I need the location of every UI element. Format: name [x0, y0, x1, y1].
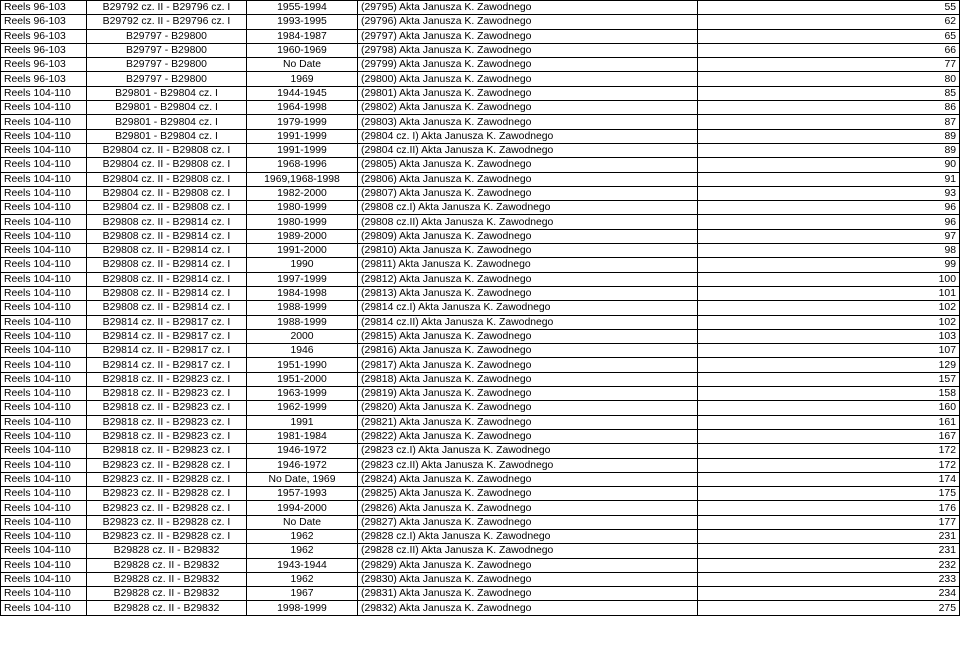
page-number-cell: 93 — [698, 186, 960, 200]
box-range-cell: B29814 cz. II - B29817 cz. I — [87, 344, 247, 358]
page-number-cell: 85 — [698, 86, 960, 100]
page-number-cell: 98 — [698, 244, 960, 258]
box-range-cell: B29808 cz. II - B29814 cz. I — [87, 215, 247, 229]
box-range-cell: B29818 cz. II - B29823 cz. I — [87, 444, 247, 458]
box-range-cell: B29808 cz. II - B29814 cz. I — [87, 286, 247, 300]
folder-description-cell: (29817) Akta Janusza K. Zawodnego — [358, 358, 698, 372]
folder-description-cell: (29823 cz.I) Akta Janusza K. Zawodnego — [358, 444, 698, 458]
table-row — [1, 387, 960, 401]
date-range-cell: 1963-1999 — [247, 387, 358, 401]
table-row — [1, 215, 960, 229]
page-number-cell: 87 — [698, 115, 960, 129]
date-range-cell: 1957-1993 — [247, 487, 358, 501]
page-number-cell: 231 — [698, 529, 960, 543]
box-range-cell: B29804 cz. II - B29808 cz. I — [87, 186, 247, 200]
folder-description-cell: (29808 cz.II) Akta Janusza K. Zawodnego — [358, 215, 698, 229]
date-range-cell: 1979-1999 — [247, 115, 358, 129]
page-number-cell: 175 — [698, 487, 960, 501]
reel-cell: Reels 104-110 — [1, 301, 87, 315]
page-number-cell: 96 — [698, 215, 960, 229]
reel-cell: Reels 96-103 — [1, 72, 87, 86]
folder-description-cell: (29816) Akta Janusza K. Zawodnego — [358, 344, 698, 358]
date-range-cell: 1984-1987 — [247, 29, 358, 43]
box-range-cell: B29818 cz. II - B29823 cz. I — [87, 401, 247, 415]
box-range-cell: B29814 cz. II - B29817 cz. I — [87, 329, 247, 343]
page-number-cell: 100 — [698, 272, 960, 286]
folder-description-cell: (29814 cz.II) Akta Janusza K. Zawodnego — [358, 315, 698, 329]
reel-cell: Reels 104-110 — [1, 372, 87, 386]
folder-description-cell: (29829) Akta Janusza K. Zawodnego — [358, 558, 698, 572]
table-row — [1, 86, 960, 100]
folder-description-cell: (29796) Akta Janusza K. Zawodnego — [358, 15, 698, 29]
page-number-cell: 177 — [698, 515, 960, 529]
reel-cell: Reels 104-110 — [1, 86, 87, 100]
table-row — [1, 444, 960, 458]
box-range-cell: B29818 cz. II - B29823 cz. I — [87, 415, 247, 429]
folder-description-cell: (29826) Akta Janusza K. Zawodnego — [358, 501, 698, 515]
table-row — [1, 172, 960, 186]
reel-cell: Reels 104-110 — [1, 229, 87, 243]
date-range-cell: 1984-1998 — [247, 286, 358, 300]
page-number-cell: 275 — [698, 601, 960, 615]
reel-cell: Reels 104-110 — [1, 601, 87, 615]
box-range-cell: B29804 cz. II - B29808 cz. I — [87, 201, 247, 215]
date-range-cell: 1997-1999 — [247, 272, 358, 286]
date-range-cell: 1946-1972 — [247, 444, 358, 458]
folder-description-cell: (29802) Akta Janusza K. Zawodnego — [358, 101, 698, 115]
box-range-cell: B29797 - B29800 — [87, 43, 247, 57]
box-range-cell: B29823 cz. II - B29828 cz. I — [87, 529, 247, 543]
page-number-cell: 62 — [698, 15, 960, 29]
reel-cell: Reels 104-110 — [1, 244, 87, 258]
date-range-cell: 1969,1968-1998 — [247, 172, 358, 186]
date-range-cell: 1962-1999 — [247, 401, 358, 415]
folder-description-cell: (29823 cz.II) Akta Janusza K. Zawodnego — [358, 458, 698, 472]
table-row — [1, 458, 960, 472]
page-number-cell: 234 — [698, 587, 960, 601]
date-range-cell: 1993-1995 — [247, 15, 358, 29]
date-range-cell: 1988-1999 — [247, 315, 358, 329]
date-range-cell: 1991-1999 — [247, 129, 358, 143]
folder-description-cell: (29824) Akta Janusza K. Zawodnego — [358, 472, 698, 486]
table-row — [1, 29, 960, 43]
table-row — [1, 329, 960, 343]
reel-cell: Reels 104-110 — [1, 487, 87, 501]
date-range-cell: 1998-1999 — [247, 601, 358, 615]
box-range-cell: B29792 cz. II - B29796 cz. I — [87, 15, 247, 29]
page-number-cell: 101 — [698, 286, 960, 300]
reel-cell: Reels 104-110 — [1, 558, 87, 572]
date-range-cell: 1991-2000 — [247, 244, 358, 258]
table-row — [1, 272, 960, 286]
folder-description-cell: (29819) Akta Janusza K. Zawodnego — [358, 387, 698, 401]
table-row — [1, 1, 960, 15]
folder-description-cell: (29803) Akta Janusza K. Zawodnego — [358, 115, 698, 129]
date-range-cell: 1968-1996 — [247, 158, 358, 172]
date-range-cell: 1990 — [247, 258, 358, 272]
reel-cell: Reels 104-110 — [1, 258, 87, 272]
folder-description-cell: (29806) Akta Janusza K. Zawodnego — [358, 172, 698, 186]
page-number-cell: 161 — [698, 415, 960, 429]
box-range-cell: B29814 cz. II - B29817 cz. I — [87, 358, 247, 372]
folder-description-cell: (29827) Akta Janusza K. Zawodnego — [358, 515, 698, 529]
table-row — [1, 587, 960, 601]
table-row — [1, 258, 960, 272]
date-range-cell: 1946 — [247, 344, 358, 358]
reel-cell: Reels 104-110 — [1, 215, 87, 229]
page-number-cell: 102 — [698, 315, 960, 329]
reel-cell: Reels 104-110 — [1, 544, 87, 558]
reel-cell: Reels 104-110 — [1, 143, 87, 157]
date-range-cell: 1962 — [247, 544, 358, 558]
page-number-cell: 80 — [698, 72, 960, 86]
folder-description-cell: (29828 cz.I) Akta Janusza K. Zawodnego — [358, 529, 698, 543]
folder-description-cell: (29832) Akta Janusza K. Zawodnego — [358, 601, 698, 615]
date-range-cell: 1989-2000 — [247, 229, 358, 243]
page-number-cell: 129 — [698, 358, 960, 372]
page-number-cell: 97 — [698, 229, 960, 243]
date-range-cell: 1951-2000 — [247, 372, 358, 386]
reel-cell: Reels 104-110 — [1, 415, 87, 429]
table-row — [1, 344, 960, 358]
folder-description-cell: (29831) Akta Janusza K. Zawodnego — [358, 587, 698, 601]
table-body — [1, 1, 960, 616]
reel-cell: Reels 104-110 — [1, 186, 87, 200]
page-number-cell: 167 — [698, 429, 960, 443]
page-number-cell: 102 — [698, 301, 960, 315]
date-range-cell: 1946-1972 — [247, 458, 358, 472]
date-range-cell: 1962 — [247, 572, 358, 586]
table-row — [1, 15, 960, 29]
folder-description-cell: (29804 cz. I) Akta Janusza K. Zawodnego — [358, 129, 698, 143]
table-row — [1, 115, 960, 129]
page-number-cell: 96 — [698, 201, 960, 215]
box-range-cell: B29808 cz. II - B29814 cz. I — [87, 229, 247, 243]
reel-cell: Reels 104-110 — [1, 315, 87, 329]
reel-cell: Reels 104-110 — [1, 358, 87, 372]
box-range-cell: B29804 cz. II - B29808 cz. I — [87, 172, 247, 186]
reel-cell: Reels 104-110 — [1, 458, 87, 472]
folder-description-cell: (29810) Akta Janusza K. Zawodnego — [358, 244, 698, 258]
table-row — [1, 472, 960, 486]
box-range-cell: B29818 cz. II - B29823 cz. I — [87, 387, 247, 401]
box-range-cell: B29801 - B29804 cz. I — [87, 115, 247, 129]
page-number-cell: 158 — [698, 387, 960, 401]
folder-description-cell: (29822) Akta Janusza K. Zawodnego — [358, 429, 698, 443]
folder-description-cell: (29825) Akta Janusza K. Zawodnego — [358, 487, 698, 501]
reel-cell: Reels 104-110 — [1, 572, 87, 586]
folder-description-cell: (29820) Akta Janusza K. Zawodnego — [358, 401, 698, 415]
reel-cell: Reels 104-110 — [1, 129, 87, 143]
page-number-cell: 89 — [698, 143, 960, 157]
reel-cell: Reels 96-103 — [1, 15, 87, 29]
page-number-cell: 89 — [698, 129, 960, 143]
date-range-cell: 1980-1999 — [247, 215, 358, 229]
box-range-cell: B29828 cz. II - B29832 — [87, 544, 247, 558]
date-range-cell: 2000 — [247, 329, 358, 343]
reel-cell: Reels 104-110 — [1, 515, 87, 529]
table-row — [1, 572, 960, 586]
box-range-cell: B29823 cz. II - B29828 cz. I — [87, 458, 247, 472]
date-range-cell: No Date, 1969 — [247, 472, 358, 486]
box-range-cell: B29823 cz. II - B29828 cz. I — [87, 501, 247, 515]
box-range-cell: B29797 - B29800 — [87, 29, 247, 43]
box-range-cell: B29808 cz. II - B29814 cz. I — [87, 272, 247, 286]
folder-description-cell: (29818) Akta Janusza K. Zawodnego — [358, 372, 698, 386]
date-range-cell: 1955-1994 — [247, 1, 358, 15]
folder-description-cell: (29799) Akta Janusza K. Zawodnego — [358, 58, 698, 72]
table-row — [1, 186, 960, 200]
date-range-cell: 1994-2000 — [247, 501, 358, 515]
table-row — [1, 43, 960, 57]
date-range-cell: 1991 — [247, 415, 358, 429]
table-row — [1, 201, 960, 215]
table-row — [1, 558, 960, 572]
folder-description-cell: (29813) Akta Janusza K. Zawodnego — [358, 286, 698, 300]
table-row — [1, 372, 960, 386]
reel-cell: Reels 104-110 — [1, 101, 87, 115]
reel-cell: Reels 104-110 — [1, 272, 87, 286]
table-row — [1, 515, 960, 529]
table-row — [1, 544, 960, 558]
box-range-cell: B29818 cz. II - B29823 cz. I — [87, 429, 247, 443]
folder-description-cell: (29804 cz.II) Akta Janusza K. Zawodnego — [358, 143, 698, 157]
box-range-cell: B29823 cz. II - B29828 cz. I — [87, 515, 247, 529]
date-range-cell: 1964-1998 — [247, 101, 358, 115]
reel-cell: Reels 104-110 — [1, 472, 87, 486]
table-row — [1, 244, 960, 258]
page-number-cell: 55 — [698, 1, 960, 15]
folder-description-cell: (29795) Akta Janusza K. Zawodnego — [358, 1, 698, 15]
table-row — [1, 501, 960, 515]
reel-cell: Reels 104-110 — [1, 286, 87, 300]
page-number-cell: 65 — [698, 29, 960, 43]
folder-description-cell: (29828 cz.II) Akta Janusza K. Zawodnego — [358, 544, 698, 558]
reel-cell: Reels 104-110 — [1, 172, 87, 186]
date-range-cell: 1981-1984 — [247, 429, 358, 443]
box-range-cell: B29828 cz. II - B29832 — [87, 558, 247, 572]
page-number-cell: 176 — [698, 501, 960, 515]
reel-cell: Reels 104-110 — [1, 201, 87, 215]
folder-description-cell: (29807) Akta Janusza K. Zawodnego — [358, 186, 698, 200]
table-row — [1, 143, 960, 157]
date-range-cell: 1944-1945 — [247, 86, 358, 100]
folder-description-cell: (29821) Akta Janusza K. Zawodnego — [358, 415, 698, 429]
table-row — [1, 229, 960, 243]
page-number-cell: 231 — [698, 544, 960, 558]
box-range-cell: B29804 cz. II - B29808 cz. I — [87, 158, 247, 172]
page-number-cell: 157 — [698, 372, 960, 386]
table-row — [1, 401, 960, 415]
reel-cell: Reels 104-110 — [1, 501, 87, 515]
page-number-cell: 233 — [698, 572, 960, 586]
table-row — [1, 286, 960, 300]
reel-cell: Reels 96-103 — [1, 43, 87, 57]
box-range-cell: B29828 cz. II - B29832 — [87, 601, 247, 615]
table-row — [1, 487, 960, 501]
page-number-cell: 232 — [698, 558, 960, 572]
box-range-cell: B29808 cz. II - B29814 cz. I — [87, 244, 247, 258]
box-range-cell: B29797 - B29800 — [87, 72, 247, 86]
reel-cell: Reels 104-110 — [1, 158, 87, 172]
table-row — [1, 315, 960, 329]
box-range-cell: B29801 - B29804 cz. I — [87, 101, 247, 115]
table-row — [1, 58, 960, 72]
table-row — [1, 129, 960, 143]
box-range-cell: B29818 cz. II - B29823 cz. I — [87, 372, 247, 386]
page-number-cell: 107 — [698, 344, 960, 358]
box-range-cell: B29808 cz. II - B29814 cz. I — [87, 258, 247, 272]
box-range-cell: B29814 cz. II - B29817 cz. I — [87, 315, 247, 329]
folder-description-cell: (29809) Akta Janusza K. Zawodnego — [358, 229, 698, 243]
page-number-cell: 103 — [698, 329, 960, 343]
date-range-cell: 1951-1990 — [247, 358, 358, 372]
page-number-cell: 172 — [698, 444, 960, 458]
page-number-cell: 172 — [698, 458, 960, 472]
reel-cell: Reels 96-103 — [1, 58, 87, 72]
date-range-cell: No Date — [247, 515, 358, 529]
date-range-cell: 1969 — [247, 72, 358, 86]
table-row — [1, 358, 960, 372]
box-range-cell: B29828 cz. II - B29832 — [87, 572, 247, 586]
date-range-cell: 1988-1999 — [247, 301, 358, 315]
box-range-cell: B29801 - B29804 cz. I — [87, 129, 247, 143]
folder-description-cell: (29798) Akta Janusza K. Zawodnego — [358, 43, 698, 57]
table-row — [1, 415, 960, 429]
box-range-cell: B29823 cz. II - B29828 cz. I — [87, 487, 247, 501]
page-number-cell: 174 — [698, 472, 960, 486]
folder-description-cell: (29814 cz.I) Akta Janusza K. Zawodnego — [358, 301, 698, 315]
box-range-cell: B29797 - B29800 — [87, 58, 247, 72]
date-range-cell: 1943-1944 — [247, 558, 358, 572]
folder-description-cell: (29805) Akta Janusza K. Zawodnego — [358, 158, 698, 172]
date-range-cell: 1982-2000 — [247, 186, 358, 200]
box-range-cell: B29823 cz. II - B29828 cz. I — [87, 472, 247, 486]
page-number-cell: 90 — [698, 158, 960, 172]
date-range-cell: 1960-1969 — [247, 43, 358, 57]
box-range-cell: B29801 - B29804 cz. I — [87, 86, 247, 100]
reel-cell: Reels 104-110 — [1, 344, 87, 358]
box-range-cell: B29828 cz. II - B29832 — [87, 587, 247, 601]
page-number-cell: 66 — [698, 43, 960, 57]
date-range-cell: 1962 — [247, 529, 358, 543]
table-row — [1, 301, 960, 315]
table-row — [1, 101, 960, 115]
folder-description-cell: (29812) Akta Janusza K. Zawodnego — [358, 272, 698, 286]
folder-description-cell: (29815) Akta Janusza K. Zawodnego — [358, 329, 698, 343]
table-row — [1, 72, 960, 86]
reel-cell: Reels 96-103 — [1, 1, 87, 15]
date-range-cell: 1991-1999 — [247, 143, 358, 157]
table-row — [1, 429, 960, 443]
reel-cell: Reels 104-110 — [1, 387, 87, 401]
box-range-cell: B29808 cz. II - B29814 cz. I — [87, 301, 247, 315]
page-number-cell: 99 — [698, 258, 960, 272]
reel-cell: Reels 104-110 — [1, 329, 87, 343]
page-number-cell: 86 — [698, 101, 960, 115]
folder-description-cell: (29801) Akta Janusza K. Zawodnego — [358, 86, 698, 100]
date-range-cell: 1980-1999 — [247, 201, 358, 215]
table-row — [1, 158, 960, 172]
box-range-cell: B29792 cz. II - B29796 cz. I — [87, 1, 247, 15]
page-number-cell: 160 — [698, 401, 960, 415]
table-row — [1, 529, 960, 543]
folder-description-cell: (29811) Akta Janusza K. Zawodnego — [358, 258, 698, 272]
folder-description-cell: (29808 cz.I) Akta Janusza K. Zawodnego — [358, 201, 698, 215]
page-number-cell: 91 — [698, 172, 960, 186]
reel-cell: Reels 104-110 — [1, 587, 87, 601]
reel-cell: Reels 104-110 — [1, 529, 87, 543]
reel-cell: Reels 104-110 — [1, 401, 87, 415]
box-range-cell: B29804 cz. II - B29808 cz. I — [87, 143, 247, 157]
folder-description-cell: (29800) Akta Janusza K. Zawodnego — [358, 72, 698, 86]
page-number-cell: 77 — [698, 58, 960, 72]
reel-cell: Reels 104-110 — [1, 444, 87, 458]
date-range-cell: No Date — [247, 58, 358, 72]
reel-cell: Reels 104-110 — [1, 115, 87, 129]
folder-description-cell: (29797) Akta Janusza K. Zawodnego — [358, 29, 698, 43]
folder-description-cell: (29830) Akta Janusza K. Zawodnego — [358, 572, 698, 586]
reel-cell: Reels 96-103 — [1, 29, 87, 43]
date-range-cell: 1967 — [247, 587, 358, 601]
reel-cell: Reels 104-110 — [1, 429, 87, 443]
table-row — [1, 601, 960, 615]
